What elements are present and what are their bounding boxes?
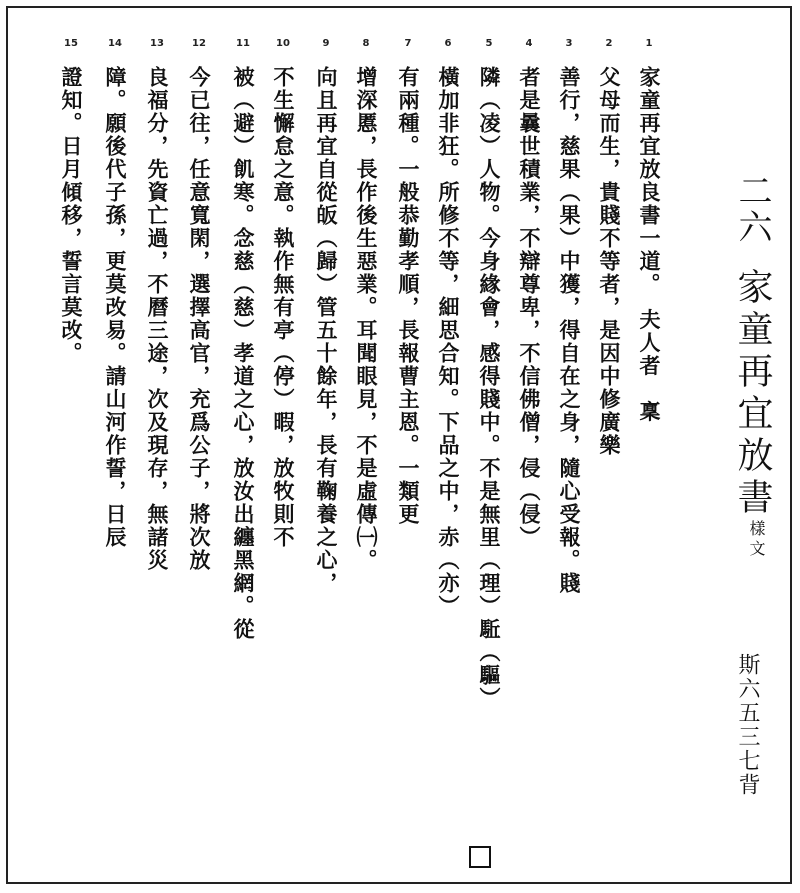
text-line: 有兩種。一般恭勤孝順，長報曹主恩。一類更 <box>396 66 421 526</box>
text-line: 向且再宜自從皈（歸）管五十餘年，長有鞠養之心， <box>314 66 339 595</box>
line-number: 6 <box>444 38 452 49</box>
line-number: 7 <box>404 38 412 49</box>
text-line: 不生懈怠之意。執作無有亭（停）暇，放牧則不 <box>271 66 296 549</box>
line-number: 1 <box>645 38 653 49</box>
text-line: 善行，慈果（果）中獲，得自在之身，隨心受報。賤 <box>557 66 582 595</box>
line-number: 10 <box>276 38 290 49</box>
text-line: 者是曩世積業，不辯尊卑，不信佛僧，侵（侵） <box>517 66 542 549</box>
catalog-number: 斯六五三七背 <box>735 653 760 797</box>
line-number: 3 <box>565 38 573 49</box>
sample-tag: 樣文 <box>747 520 766 560</box>
missing-glyph-box <box>469 846 491 868</box>
line-number: 8 <box>362 38 370 49</box>
text-line: 家童再宜放良書一道。 夫人者 稟 <box>637 66 662 424</box>
line-number: 12 <box>192 38 206 49</box>
text-line: 隣（凌）人物。今身緣會，感得賤中。不是無里（理）駈（驅） <box>477 66 502 710</box>
line-number: 2 <box>605 38 613 49</box>
line-number: 14 <box>108 38 122 49</box>
line-number: 5 <box>485 38 493 49</box>
document-title: 家童再宜放書 <box>732 268 773 520</box>
text-line: 今已往，任意寬閑，選擇高官，充爲公子，將次放 <box>187 66 212 572</box>
line-number: 4 <box>525 38 533 49</box>
line-number: 15 <box>64 38 78 49</box>
document-number: 二六 <box>732 173 772 245</box>
text-line: 證知。日月傾移，誓言莫改。 <box>59 66 84 365</box>
text-line: 被（避）飢寒。念慈（慈）孝道之心，放汝出纏黑網。從 <box>231 66 256 641</box>
line-number: 11 <box>236 38 250 49</box>
document-page <box>6 6 792 884</box>
text-line: 父母而生，貴賤不等者，是因中修廣樂 <box>597 66 622 457</box>
text-line: 增深慝，長作後生惡業。耳聞眼見，不是虛傳㈠。 <box>354 66 379 572</box>
text-line: 障。願後代子孫，更莫改易。請山河作誓，日辰 <box>103 66 128 549</box>
text-line: 良福分，先資亡過，不曆三途，次及現存，無諸災 <box>145 66 170 572</box>
text-line: 橫加非狂。所修不等，細思合知。下品之中，赤（亦） <box>436 66 461 618</box>
line-number: 9 <box>322 38 330 49</box>
line-number: 13 <box>150 38 164 49</box>
